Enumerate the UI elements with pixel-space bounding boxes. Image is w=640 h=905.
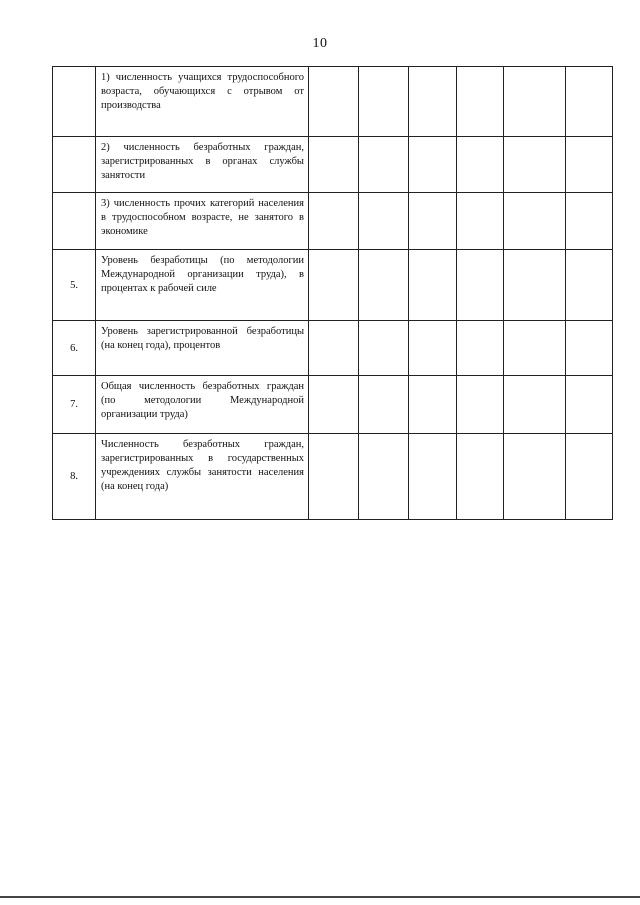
value-cell: [504, 321, 566, 376]
value-cell: [457, 250, 504, 321]
row-number: [53, 67, 96, 137]
row-indicator-text: Общая численность безработных граждан (по методологии Международной организации труда): [96, 376, 309, 434]
table-row: [53, 67, 613, 137]
value-cell: [566, 193, 613, 250]
value-cell: [309, 434, 359, 520]
row-number: 5.: [53, 250, 96, 321]
value-cell: [566, 250, 613, 321]
table-row: [53, 250, 613, 321]
value-cell: [359, 137, 409, 193]
row-indicator-text: 1) численность учащихся трудоспособного возраста, обучающихся с отрывом от производства: [96, 67, 309, 137]
value-cell: [409, 67, 457, 137]
value-cell: [409, 376, 457, 434]
value-cell: [309, 376, 359, 434]
value-cell: [457, 193, 504, 250]
row-number: 8.: [53, 434, 96, 520]
row-number: 6.: [53, 321, 96, 376]
table-row: [53, 137, 613, 193]
value-cell: [359, 434, 409, 520]
value-cell: [504, 434, 566, 520]
value-cell: [359, 67, 409, 137]
value-cell: [504, 67, 566, 137]
value-cell: [309, 67, 359, 137]
value-cell: [566, 137, 613, 193]
row-indicator-text: 3) численность прочих категорий населения в трудоспособном возрасте, не занятого в экономике: [96, 193, 309, 250]
row-indicator-text: 2) численность безработных граждан, зарегистрированных в органах службы занятости: [96, 137, 309, 193]
value-cell: [457, 67, 504, 137]
value-cell: [359, 321, 409, 376]
value-cell: [359, 376, 409, 434]
row-indicator-text: Численность безработных граждан, зарегистрированных в государственных учреждениях службы занятости населения (на конец года): [96, 434, 309, 520]
table-row: [53, 376, 613, 434]
row-number: [53, 137, 96, 193]
table-row: [53, 321, 613, 376]
value-cell: [409, 321, 457, 376]
value-cell: [359, 193, 409, 250]
value-cell: [504, 250, 566, 321]
value-cell: [566, 434, 613, 520]
row-number: [53, 193, 96, 250]
value-cell: [359, 250, 409, 321]
table-row: [53, 434, 613, 520]
value-cell: [409, 434, 457, 520]
row-indicator-text: Уровень зарегистрированной безработицы (на конец года), процентов: [96, 321, 309, 376]
value-cell: [309, 321, 359, 376]
value-cell: [457, 137, 504, 193]
value-cell: [409, 250, 457, 321]
value-cell: [504, 137, 566, 193]
value-cell: [504, 376, 566, 434]
page-bottom-edge: [0, 896, 640, 898]
value-cell: [457, 321, 504, 376]
value-cell: [566, 67, 613, 137]
row-number: 7.: [53, 376, 96, 434]
value-cell: [409, 137, 457, 193]
indicators-table: [52, 66, 613, 520]
table-row: [53, 193, 613, 250]
value-cell: [457, 376, 504, 434]
value-cell: [457, 434, 504, 520]
value-cell: [409, 193, 457, 250]
page-number: 10: [312, 36, 328, 51]
value-cell: [566, 321, 613, 376]
value-cell: [566, 376, 613, 434]
value-cell: [309, 250, 359, 321]
value-cell: [504, 193, 566, 250]
value-cell: [309, 193, 359, 250]
row-indicator-text: Уровень безработицы (по методологии Международной организации труда), в процентах к рабочей силе: [96, 250, 309, 321]
value-cell: [309, 137, 359, 193]
